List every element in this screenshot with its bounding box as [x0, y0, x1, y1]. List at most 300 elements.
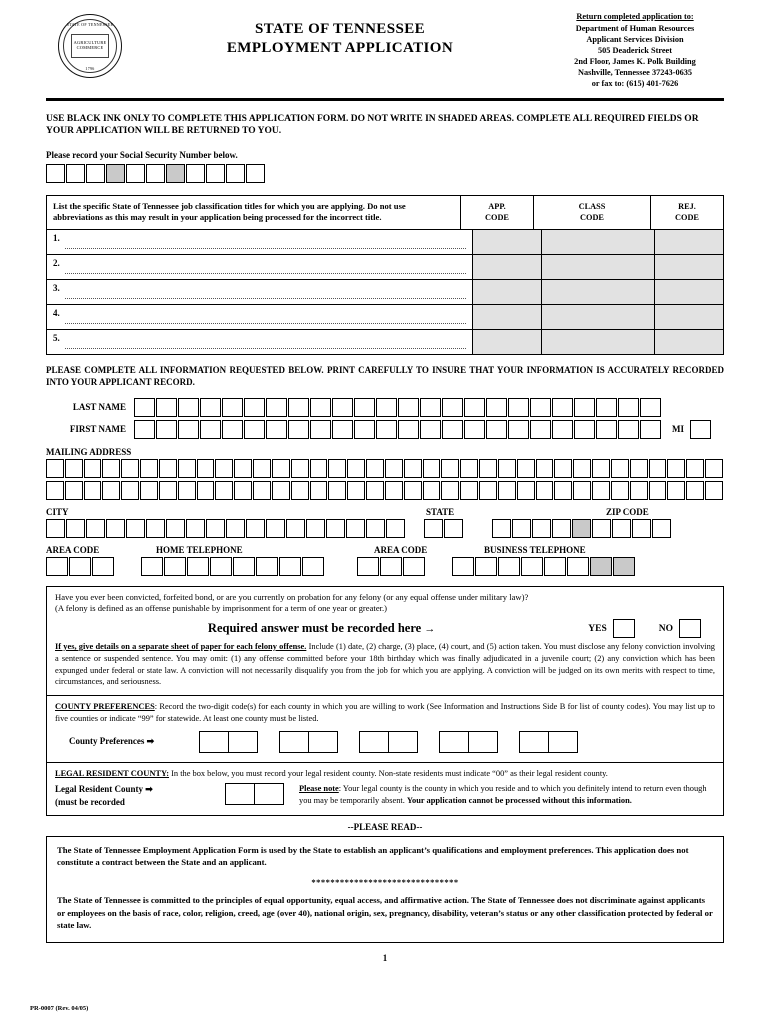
legal-county-box[interactable]: [254, 783, 284, 805]
class-code-cell: [542, 255, 655, 279]
character-box[interactable]: [244, 420, 265, 439]
legal-county-box[interactable]: [225, 783, 255, 805]
legal-resident-row: [55, 783, 715, 807]
character-box[interactable]: [102, 481, 120, 500]
seal-container: [30, 10, 150, 78]
legal-resident-heading: LEGAL RESIDENT COUNTY:: [55, 768, 170, 778]
character-box[interactable]: [592, 481, 610, 500]
mailing-address-label: MAILING ADDRESS: [46, 446, 132, 457]
return-line-3: 505 Deaderick Street: [597, 45, 673, 55]
character-box[interactable]: [134, 420, 155, 439]
return-line-1: Department of Human Resources: [575, 23, 695, 33]
rej-code-cell: [655, 280, 723, 304]
zip-input[interactable]: [492, 519, 672, 538]
character-box[interactable]: [121, 481, 139, 500]
character-box[interactable]: [366, 481, 384, 500]
felony-answer-row: [55, 619, 715, 638]
character-box[interactable]: [291, 459, 309, 478]
character-box[interactable]: [686, 481, 704, 500]
character-box[interactable]: [386, 519, 405, 538]
no-checkbox[interactable]: [679, 619, 701, 638]
character-box[interactable]: [630, 459, 648, 478]
app-code-cell: [473, 230, 542, 254]
character-box[interactable]: [210, 557, 232, 576]
county-preferences-section: [47, 696, 723, 763]
character-box[interactable]: [611, 459, 629, 478]
rej-code-cell: [655, 230, 723, 254]
character-box[interactable]: [272, 459, 290, 478]
city-state-zip-labels: [46, 507, 724, 517]
character-box[interactable]: [272, 481, 290, 500]
character-box[interactable]: [222, 398, 243, 417]
character-box[interactable]: [640, 398, 661, 417]
character-box[interactable]: [86, 164, 105, 183]
character-box[interactable]: [233, 557, 255, 576]
character-box[interactable]: [552, 420, 573, 439]
character-box[interactable]: [46, 557, 68, 576]
character-box[interactable]: [156, 420, 177, 439]
state-seal-icon: [58, 14, 122, 78]
character-box[interactable]: [46, 164, 65, 183]
character-box[interactable]: [385, 481, 403, 500]
job-row-number: 5.: [47, 330, 473, 354]
character-box[interactable]: [328, 481, 346, 500]
county-preference-input[interactable]: [439, 731, 497, 753]
character-box[interactable]: [266, 398, 287, 417]
character-box[interactable]: [498, 557, 520, 576]
character-box[interactable]: [222, 420, 243, 439]
county-code-box[interactable]: [439, 731, 469, 753]
character-box[interactable]: [106, 519, 125, 538]
character-box[interactable]: [404, 481, 422, 500]
character-box[interactable]: [612, 519, 631, 538]
character-box[interactable]: [590, 557, 612, 576]
character-box[interactable]: [667, 459, 685, 478]
column-class-code-line2: CODE: [580, 213, 604, 223]
last-name-label: LAST NAME: [72, 402, 126, 413]
character-box[interactable]: [492, 519, 511, 538]
character-box[interactable]: [226, 164, 245, 183]
column-class-code: [534, 196, 651, 228]
home-telephone-input[interactable]: [141, 557, 325, 576]
character-box[interactable]: [532, 519, 551, 538]
character-box[interactable]: [46, 519, 65, 538]
character-box[interactable]: [126, 519, 145, 538]
character-box[interactable]: [618, 398, 639, 417]
character-box[interactable]: [464, 420, 485, 439]
please-note-body: : Your legal county is the county in which you reside and to which you definitely intend to return even though you may be temporarily absent.: [299, 784, 707, 806]
first-name-row: [46, 420, 724, 439]
header-divider: [46, 98, 724, 101]
character-box[interactable]: [141, 557, 163, 576]
character-box[interactable]: [354, 398, 375, 417]
character-box[interactable]: [521, 557, 543, 576]
character-box[interactable]: [92, 557, 114, 576]
character-box[interactable]: [178, 420, 199, 439]
character-box[interactable]: [592, 459, 610, 478]
character-box[interactable]: [420, 398, 441, 417]
county-code-box[interactable]: [548, 731, 578, 753]
felony-question-line2: (A felony is defined as an offense punishable by imprisonment for a term of one year or greater.): [55, 603, 388, 614]
first-name-input[interactable]: [134, 420, 662, 439]
county-preferences-body: : Record the two-digit code(s) for each county in which you are willing to work (See Information and Instructions Side B for list of county codes). You may list up to five counties or indicate “99” for statewide. At least one county must be listed.: [55, 702, 715, 723]
return-line-5: Nashville, Tennessee 37243-0635: [577, 67, 693, 77]
business-area-code-input[interactable]: [357, 557, 426, 576]
stars-divider: *******************************: [311, 876, 459, 887]
instructions-text: USE BLACK INK ONLY TO COMPLETE THIS APPLICATION FORM. DO NOT WRITE IN SHADED AREAS. COMPLETE ALL REQUIRED FIELDS OR YOUR APPLICATION WILL BE RETURNED TO YOU.: [46, 113, 699, 137]
character-box[interactable]: [347, 459, 365, 478]
character-box[interactable]: [178, 398, 199, 417]
county-code-box[interactable]: [308, 731, 338, 753]
character-box[interactable]: [310, 459, 328, 478]
table-row[interactable]: [47, 280, 723, 305]
last-name-row: [46, 398, 724, 417]
character-box[interactable]: [376, 420, 397, 439]
character-box[interactable]: [479, 481, 497, 500]
felony-county-panel: [46, 586, 724, 816]
rej-code-cell: [655, 255, 723, 279]
county-preferences-heading: COUNTY PREFERENCES: [55, 702, 155, 712]
character-box[interactable]: [206, 519, 225, 538]
character-box[interactable]: [121, 459, 139, 478]
home-area-code-label: AREA CODE: [46, 544, 100, 555]
character-box[interactable]: [197, 481, 215, 500]
character-box[interactable]: [69, 557, 91, 576]
character-box[interactable]: [164, 557, 186, 576]
character-box[interactable]: [178, 459, 196, 478]
legal-resident-label-line1: Legal Resident County ➡: [55, 784, 153, 795]
character-box[interactable]: [366, 519, 385, 538]
character-box[interactable]: [256, 557, 278, 576]
please-read-divider: --PLEASE READ--: [347, 821, 423, 832]
character-box[interactable]: [554, 459, 572, 478]
character-box[interactable]: [288, 398, 309, 417]
county-preference-input[interactable]: [519, 731, 577, 753]
character-box[interactable]: [234, 459, 252, 478]
rej-code-cell: [655, 330, 723, 354]
character-box[interactable]: [554, 481, 572, 500]
app-code-cell: [473, 255, 542, 279]
character-box[interactable]: [134, 398, 155, 417]
class-code-cell: [542, 330, 655, 354]
character-box[interactable]: [460, 481, 478, 500]
character-box[interactable]: [86, 519, 105, 538]
mailing-address-line2-input[interactable]: [46, 481, 724, 500]
character-box[interactable]: [332, 398, 353, 417]
ssn-input[interactable]: [46, 164, 770, 183]
title-line-2: EMPLOYMENT APPLICATION: [226, 39, 454, 56]
class-code-cell: [542, 230, 655, 254]
character-box[interactable]: [630, 481, 648, 500]
county-preference-input[interactable]: [359, 731, 417, 753]
character-box[interactable]: [332, 420, 353, 439]
print-carefully-notice: PLEASE COMPLETE ALL INFORMATION REQUESTED BELOW. PRINT CAREFULLY TO INSURE THAT YOUR INFORMATION IS ACCURATELY RECORDED INTO YOUR APPLICANT RECORD.: [46, 364, 724, 387]
character-box[interactable]: [498, 481, 516, 500]
character-box[interactable]: [215, 481, 233, 500]
character-box[interactable]: [288, 420, 309, 439]
character-box[interactable]: [611, 481, 629, 500]
character-box[interactable]: [573, 459, 591, 478]
character-box[interactable]: [574, 398, 595, 417]
phone-row: [46, 557, 724, 576]
character-box[interactable]: [66, 519, 85, 538]
character-box[interactable]: [486, 398, 507, 417]
county-preference-input[interactable]: [199, 731, 257, 753]
character-box[interactable]: [690, 420, 711, 439]
character-box[interactable]: [452, 557, 474, 576]
character-box[interactable]: [46, 481, 64, 500]
table-row[interactable]: [47, 255, 723, 280]
table-header-row: [47, 196, 723, 229]
character-box[interactable]: [423, 481, 441, 500]
character-box[interactable]: [652, 519, 671, 538]
character-box[interactable]: [346, 519, 365, 538]
character-box[interactable]: [512, 519, 531, 538]
character-box[interactable]: [567, 557, 589, 576]
app-code-cell: [473, 280, 542, 304]
character-box[interactable]: [442, 398, 463, 417]
character-box[interactable]: [197, 459, 215, 478]
table-row[interactable]: [47, 305, 723, 330]
character-box[interactable]: [649, 459, 667, 478]
character-box[interactable]: [441, 459, 459, 478]
character-box[interactable]: [286, 519, 305, 538]
character-box[interactable]: [572, 519, 591, 538]
title-line-1: STATE OF TENNESSEE: [254, 21, 426, 37]
character-box[interactable]: [166, 519, 185, 538]
app-code-cell: [473, 305, 542, 329]
state-label: STATE: [426, 506, 455, 517]
character-box[interactable]: [464, 398, 485, 417]
legal-resident-county-section: [47, 763, 723, 815]
character-box[interactable]: [530, 398, 551, 417]
seal-top-text: STATE OF TENNESSEE: [66, 22, 114, 27]
character-box[interactable]: [618, 420, 639, 439]
character-box[interactable]: [102, 459, 120, 478]
character-box[interactable]: [705, 481, 723, 500]
column-app-code: [461, 196, 534, 228]
character-box[interactable]: [479, 459, 497, 478]
character-box[interactable]: [310, 481, 328, 500]
character-box[interactable]: [536, 459, 554, 478]
legal-resident-heading-text: [55, 768, 715, 780]
return-to-title: Return completed application to:: [576, 12, 694, 21]
column-rej-code-line1: REJ.: [678, 202, 696, 212]
yes-checkbox[interactable]: [613, 619, 635, 638]
character-box[interactable]: [200, 420, 221, 439]
yes-no-group: [588, 619, 715, 638]
character-box[interactable]: [46, 459, 64, 478]
legal-resident-heading-body: In the box below, you must record your legal resident county. Non-state residents must indicate “00” as their legal resident county.: [169, 768, 608, 778]
business-telephone-label: BUSINESS TELEPHONE: [484, 544, 586, 555]
required-answer-text: [55, 621, 588, 636]
character-box[interactable]: [592, 519, 611, 538]
county-preferences-label: County Preferences ➡: [69, 736, 155, 747]
seal-bottom-text: 1796: [85, 66, 95, 71]
legal-notice-paragraph-2: The State of Tennessee is committed to the principles of equal opportunity, equal access, and affirmative action. The State of Tennessee does not discriminate against applicants or employees on the basis of race, color, religion, creed, age (over 40), national origin, sex, pregnancy, disability, veteran’s status or any other classification protected by federal or state law.: [57, 895, 713, 931]
character-box[interactable]: [246, 164, 265, 183]
felony-question-line1: Have you ever been convicted, forfeited bond, or are you currently on probation for any felony (or any equal offense under military law)?: [55, 591, 529, 602]
character-box[interactable]: [106, 164, 125, 183]
character-box[interactable]: [84, 459, 102, 478]
state-input[interactable]: [424, 519, 464, 538]
character-box[interactable]: [460, 459, 478, 478]
character-box[interactable]: [475, 557, 497, 576]
character-box[interactable]: [498, 459, 516, 478]
character-box[interactable]: [206, 164, 225, 183]
character-box[interactable]: [186, 164, 205, 183]
character-box[interactable]: [234, 481, 252, 500]
middle-initial-label: MI: [672, 424, 684, 435]
county-code-box[interactable]: [468, 731, 498, 753]
character-box[interactable]: [347, 481, 365, 500]
character-box[interactable]: [574, 420, 595, 439]
county-code-box[interactable]: [279, 731, 309, 753]
character-box[interactable]: [442, 420, 463, 439]
city-input[interactable]: [46, 519, 406, 538]
character-box[interactable]: [266, 420, 287, 439]
county-code-box[interactable]: [199, 731, 229, 753]
home-area-code-input[interactable]: [46, 557, 115, 576]
legal-resident-note: [299, 783, 715, 807]
county-preference-input[interactable]: [279, 731, 337, 753]
character-box[interactable]: [357, 557, 379, 576]
character-box[interactable]: [517, 481, 535, 500]
character-box[interactable]: [186, 519, 205, 538]
yes-label: YES: [588, 623, 607, 634]
character-box[interactable]: [398, 420, 419, 439]
character-box[interactable]: [253, 459, 271, 478]
character-box[interactable]: [156, 398, 177, 417]
character-box[interactable]: [530, 420, 551, 439]
character-box[interactable]: [291, 481, 309, 500]
character-box[interactable]: [226, 519, 245, 538]
return-line-2: Applicant Services Division: [586, 34, 684, 44]
legal-resident-label-line2: (must be recorded: [55, 796, 125, 807]
column-app-code-line1: APP.: [488, 202, 506, 212]
business-telephone-input[interactable]: [452, 557, 636, 576]
job-row-number: 3.: [47, 280, 473, 304]
seal-inner-text: AGRICULTURE COMMERCE: [71, 34, 109, 58]
character-box[interactable]: [215, 459, 233, 478]
character-box[interactable]: [596, 420, 617, 439]
character-box[interactable]: [552, 519, 571, 538]
felony-details-text: [55, 641, 715, 688]
character-box[interactable]: [552, 398, 573, 417]
character-box[interactable]: [573, 481, 591, 500]
class-code-cell: [542, 305, 655, 329]
character-box[interactable]: [486, 420, 507, 439]
character-box[interactable]: [65, 459, 83, 478]
character-box[interactable]: [424, 519, 443, 538]
character-box[interactable]: [146, 519, 165, 538]
character-box[interactable]: [404, 459, 422, 478]
character-box[interactable]: [302, 557, 324, 576]
character-box[interactable]: [328, 459, 346, 478]
character-box[interactable]: [536, 481, 554, 500]
character-box[interactable]: [613, 557, 635, 576]
character-box[interactable]: [376, 398, 397, 417]
required-answer-label: Required answer must be recorded here: [207, 621, 422, 636]
return-line-4: 2nd Floor, James K. Polk Building: [574, 56, 696, 66]
first-name-label: FIRST NAME: [69, 424, 126, 435]
character-box[interactable]: [200, 398, 221, 417]
character-box[interactable]: [244, 398, 265, 417]
character-box[interactable]: [140, 481, 158, 500]
character-box[interactable]: [705, 459, 723, 478]
character-box[interactable]: [354, 420, 375, 439]
legal-notice-paragraph-1: The State of Tennessee Employment Application Form is used by the State to establish an applicant’s qualifications and employment preferences. This application does not constitute a contract between the State and an applicant.: [57, 844, 689, 868]
character-box[interactable]: [126, 164, 145, 183]
character-box[interactable]: [632, 519, 651, 538]
character-box[interactable]: [253, 481, 271, 500]
character-box[interactable]: [159, 459, 177, 478]
character-box[interactable]: [187, 557, 209, 576]
character-box[interactable]: [441, 481, 459, 500]
county-code-box[interactable]: [228, 731, 258, 753]
table-row[interactable]: [47, 330, 723, 354]
character-box[interactable]: [508, 420, 529, 439]
character-box[interactable]: [178, 481, 196, 500]
county-code-box[interactable]: [359, 731, 389, 753]
character-box[interactable]: [444, 519, 463, 538]
character-box[interactable]: [279, 557, 301, 576]
county-preference-boxes-row: [55, 731, 715, 753]
character-box[interactable]: [310, 420, 331, 439]
character-box[interactable]: [366, 459, 384, 478]
last-name-input[interactable]: [134, 398, 662, 417]
county-code-box[interactable]: [388, 731, 418, 753]
middle-initial-input[interactable]: [690, 420, 712, 439]
character-box[interactable]: [66, 164, 85, 183]
character-box[interactable]: [140, 459, 158, 478]
character-box[interactable]: [166, 164, 185, 183]
table-row[interactable]: [47, 230, 723, 255]
character-box[interactable]: [380, 557, 402, 576]
character-box[interactable]: [517, 459, 535, 478]
felony-details-body: Include (1) date, (2) charge, (3) place, (4) court, and (5) action taken. You must disclose any felony conviction involving a sentence or suspended sentence. You may omit: (1) any offense committed before your 18th birthday which was finally adjudicated in a juvenile court; (2) any conviction which has been expunged under federal or state law. A conviction will not necessarily disqualify you from the job for which you are applying. A conviction will be judged on its own merits with respect to time, circumstances, and seriousness.: [55, 642, 715, 687]
character-box[interactable]: [667, 481, 685, 500]
column-rej-code-line2: CODE: [675, 213, 699, 223]
job-classification-table: [46, 195, 724, 354]
city-label: CITY: [46, 506, 69, 517]
character-box[interactable]: [423, 459, 441, 478]
character-box[interactable]: [596, 398, 617, 417]
character-box[interactable]: [146, 164, 165, 183]
character-box[interactable]: [326, 519, 345, 538]
character-box[interactable]: [420, 420, 441, 439]
home-telephone-label: HOME TELEPHONE: [156, 544, 243, 555]
county-code-box[interactable]: [519, 731, 549, 753]
character-box[interactable]: [544, 557, 566, 576]
character-box[interactable]: [65, 481, 83, 500]
character-box[interactable]: [403, 557, 425, 576]
legal-resident-county-input[interactable]: [225, 783, 283, 805]
character-box[interactable]: [306, 519, 325, 538]
character-box[interactable]: [398, 398, 419, 417]
character-box[interactable]: [310, 398, 331, 417]
character-box[interactable]: [246, 519, 265, 538]
character-box[interactable]: [159, 481, 177, 500]
character-box[interactable]: [266, 519, 285, 538]
character-box[interactable]: [640, 420, 661, 439]
character-box[interactable]: [385, 459, 403, 478]
mailing-address-line1-input[interactable]: [46, 459, 724, 478]
character-box[interactable]: [508, 398, 529, 417]
character-box[interactable]: [649, 481, 667, 500]
character-box[interactable]: [686, 459, 704, 478]
character-box[interactable]: [84, 481, 102, 500]
